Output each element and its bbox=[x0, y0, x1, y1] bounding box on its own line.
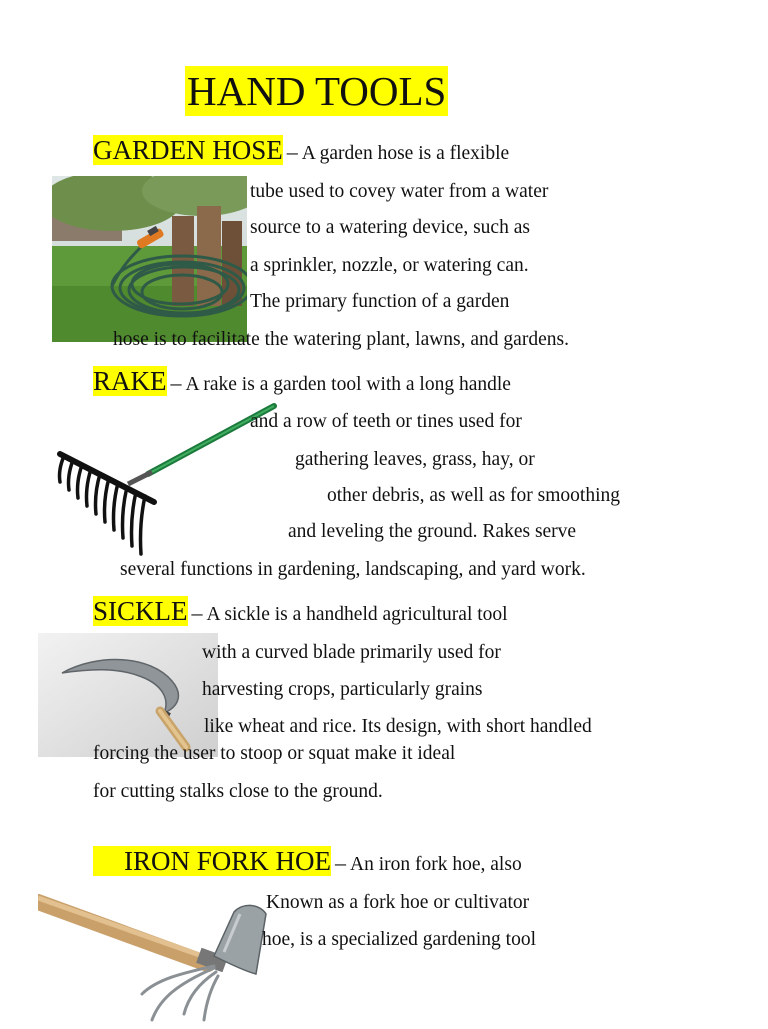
fork-hoe-first-line bbox=[93, 845, 522, 877]
rake-line: other debris, as well as for smoothing bbox=[327, 485, 620, 506]
page-title: HAND TOOLS bbox=[187, 68, 447, 114]
sickle-line: for cutting stalks close to the ground. bbox=[93, 781, 383, 802]
sickle-dash: – bbox=[191, 600, 203, 625]
garden-hose-line: tube used to covey water from a water bbox=[250, 181, 549, 202]
sickle-heading: SICKLE bbox=[93, 596, 188, 626]
garden-hose-dash: – bbox=[286, 139, 298, 164]
fork-hoe-dash: – bbox=[335, 850, 347, 875]
fork-hoe-image bbox=[38, 894, 274, 1024]
sickle-line: forcing the user to stoop or squat make it ideal bbox=[93, 743, 456, 764]
rake-line: A rake is a garden tool with a long handle bbox=[185, 374, 511, 395]
rake-line: and a row of teeth or tines used for bbox=[250, 411, 522, 432]
sickle-line: like wheat and rice. Its design, with short handled bbox=[204, 716, 592, 737]
garden-hose-line: source to a watering device, such as bbox=[250, 217, 530, 238]
rake-first-line bbox=[93, 365, 511, 397]
rake-image bbox=[56, 402, 278, 564]
fork-hoe-line: hoe, is a specialized gardening tool bbox=[262, 929, 536, 950]
fork-hoe-line: An iron fork hoe, also bbox=[350, 854, 522, 875]
garden-hose-heading: GARDEN HOSE bbox=[93, 135, 283, 165]
garden-hose-image bbox=[52, 176, 247, 342]
garden-hose-line: The primary function of a garden bbox=[250, 291, 510, 312]
rake-heading: RAKE bbox=[93, 366, 167, 396]
garden-hose-line: hose is to facilitate the watering plant, lawns, and gardens. bbox=[113, 329, 569, 350]
fork-hoe-heading: IRON FORK HOE bbox=[93, 846, 331, 876]
rake-line: several functions in gardening, landscaping, and yard work. bbox=[120, 559, 586, 580]
fork-hoe-line: Known as a fork hoe or cultivator bbox=[266, 892, 530, 913]
garden-hose-line: a sprinkler, nozzle, or watering can. bbox=[250, 255, 529, 276]
sickle-first-line bbox=[93, 595, 508, 627]
sickle-line: A sickle is a handheld agricultural tool bbox=[206, 604, 508, 625]
sickle-image bbox=[38, 633, 218, 757]
garden-hose-first-line bbox=[93, 134, 509, 166]
sickle-line: with a curved blade primarily used for bbox=[202, 642, 501, 663]
rake-line: gathering leaves, grass, hay, or bbox=[295, 449, 535, 470]
garden-hose-line: A garden hose is a flexible bbox=[301, 143, 510, 164]
rake-line: and leveling the ground. Rakes serve bbox=[288, 521, 577, 542]
rake-dash: – bbox=[170, 370, 182, 395]
sickle-line: harvesting crops, particularly grains bbox=[202, 679, 483, 700]
